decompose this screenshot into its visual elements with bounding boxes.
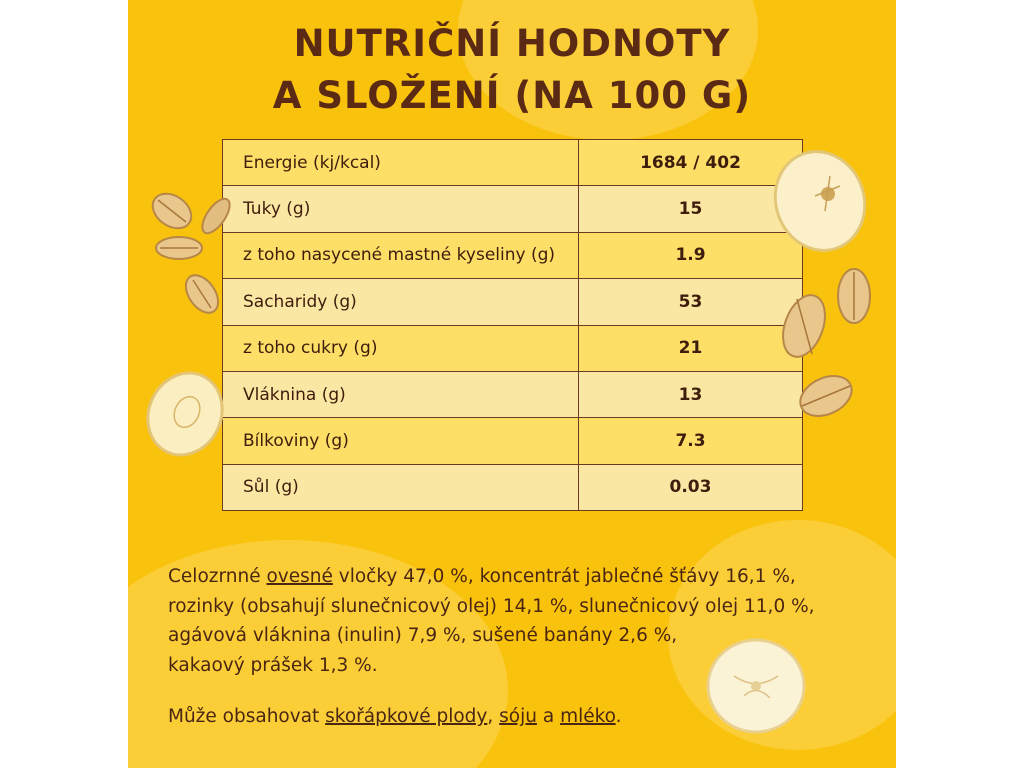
- allergen-segment: ,: [487, 706, 500, 727]
- ingredients-line: agávová vláknina (inulin) 7,9 %, sušené banány 2,6 %,: [168, 625, 678, 646]
- nutrient-value: 13: [579, 371, 803, 417]
- nutrition-panel: [128, 0, 896, 768]
- nutrient-value: 1684 / 402: [579, 140, 803, 186]
- title-line-2: A SLOŽENÍ (NA 100 G): [272, 74, 752, 117]
- nutrient-label: z toho nasycené mastné kyseliny (g): [223, 232, 579, 278]
- allergen-segment: Může obsahovat: [168, 706, 326, 727]
- nutrient-label: Vláknina (g): [223, 371, 579, 417]
- table-row: [223, 418, 803, 464]
- ingredients-line: rozinky (obsahují slunečnicový olej) 14,1 %, slunečnicový olej 11,0 %,: [168, 595, 815, 617]
- allergen-soy: sóju: [499, 706, 537, 727]
- title-line-1: NUTRIČNÍ HODNOTY: [293, 22, 731, 65]
- nutrient-label: Bílkoviny (g): [223, 418, 579, 464]
- allergen-segment: .: [615, 706, 622, 727]
- page-title: [128, 18, 896, 122]
- table-row: [223, 186, 803, 232]
- ingredients-line: kakaový prášek 1,3 %.: [168, 654, 378, 676]
- allergen-nuts: skořápkové plody: [325, 706, 488, 727]
- ingredients-line: [168, 562, 868, 592]
- banana-chip-icon: [142, 368, 228, 460]
- allergen-milk: mléko: [560, 706, 616, 727]
- nutrient-value: 15: [579, 186, 803, 232]
- table-row: [223, 464, 803, 510]
- table-row: [223, 140, 803, 186]
- oat-flake-icon: [778, 266, 878, 426]
- nutrition-table: [222, 139, 803, 511]
- allergen-segment: a: [536, 706, 561, 727]
- nutrient-label: Sacharidy (g): [223, 279, 579, 325]
- oat-flake-icon: [146, 186, 261, 316]
- banana-slice-icon: [704, 636, 808, 736]
- banana-slice-icon: [770, 146, 870, 256]
- nutrient-value: 21: [579, 325, 803, 371]
- allergen-oats: ovesné: [266, 566, 333, 587]
- nutrient-label: Sůl (g): [223, 464, 579, 510]
- nutrient-label: z toho cukry (g): [223, 325, 579, 371]
- table-row: [223, 279, 803, 325]
- nutrient-value: 53: [579, 279, 803, 325]
- ingredients-segment: vločky 47,0 %, koncentrát jablečné šťávy 16,1 %,: [332, 566, 796, 587]
- table-row: [223, 371, 803, 417]
- nutrient-value: 7.3: [579, 418, 803, 464]
- nutrient-value: 0.03: [579, 464, 803, 510]
- table-row: [223, 232, 803, 278]
- nutrient-value: 1.9: [579, 232, 803, 278]
- table-row: [223, 325, 803, 371]
- ingredients-segment: Celozrnné: [168, 566, 267, 587]
- nutrient-label: Tuky (g): [223, 186, 579, 232]
- nutrient-label: Energie (kj/kcal): [223, 140, 579, 186]
